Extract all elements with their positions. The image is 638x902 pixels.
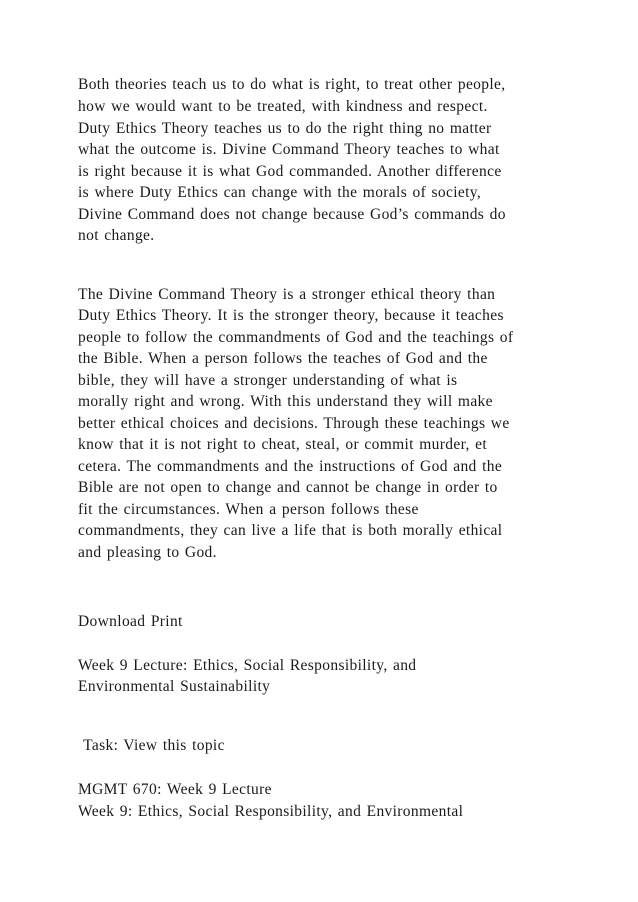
- paragraph-1-line-5: is right because it is what God commanded. Another difference: [78, 163, 502, 180]
- paragraph-2-line-11: fit the circumstances. When a person follows these: [78, 501, 419, 518]
- paragraph-2-line-3: people to follow the commandments of God and the teachings of: [78, 329, 514, 346]
- course-header-line-1: MGMT 670: Week 9 Lecture: [78, 781, 272, 798]
- paragraph-2-line-10: Bible are not open to change and cannot be change in order to: [78, 479, 498, 496]
- paragraph-2-line-4: the Bible. When a person follows the teaches of God and the: [78, 350, 488, 367]
- paragraph-2-line-5: bible, they will have a stronger understanding of what is: [78, 372, 458, 389]
- paragraph-1-line-4: what the outcome is. Divine Command Theory teaches to what: [78, 141, 500, 158]
- task-text: Task: View this topic: [78, 737, 225, 754]
- paragraph-1-line-7: Divine Command does not change because God’s commands do: [78, 206, 506, 223]
- paragraph-1-line-6: is where Duty Ethics can change with the morals of society,: [78, 184, 482, 201]
- paragraph-2-line-6: morally right and wrong. With this understand they will make: [78, 393, 493, 410]
- paragraph-2-line-8: know that it is not right to cheat, steal, or commit murder, et: [78, 436, 488, 453]
- paragraph-1-line-2: how we would want to be treated, with kindness and respect.: [78, 98, 488, 115]
- paragraph-2-line-12: commandments, they can live a life that is both morally ethical: [78, 522, 503, 539]
- download-link[interactable]: Download: [78, 613, 146, 630]
- paragraph-1-line-3: Duty Ethics Theory teaches us to do the right thing no matter: [78, 120, 492, 137]
- paragraph-1-line-1: Both theories teach us to do what is right, to treat other people,: [78, 76, 506, 93]
- course-header-line-2: Week 9: Ethics, Social Responsibility, and Environmental: [78, 803, 464, 820]
- paragraph-2-line-13: and pleasing to God.: [78, 544, 217, 561]
- paragraph-2-line-1: The Divine Command Theory is a stronger ethical theory than: [78, 286, 496, 303]
- paragraph-2-line-2: Duty Ethics Theory. It is the stronger theory, because it teaches: [78, 307, 504, 324]
- print-link[interactable]: Print: [150, 613, 183, 630]
- actions-row: [78, 611, 183, 632]
- paragraph-2-line-9: cetera. The commandments and the instructions of God and the: [78, 458, 503, 475]
- paragraph-2-line-7: better ethical choices and decisions. Through these teachings we: [78, 415, 510, 432]
- lecture-title-line-1: Week 9 Lecture: Ethics, Social Responsibility, and: [78, 657, 417, 674]
- lecture-title-line-2: Environmental Sustainability: [78, 678, 271, 695]
- paragraph-1-line-8: not change.: [78, 227, 155, 244]
